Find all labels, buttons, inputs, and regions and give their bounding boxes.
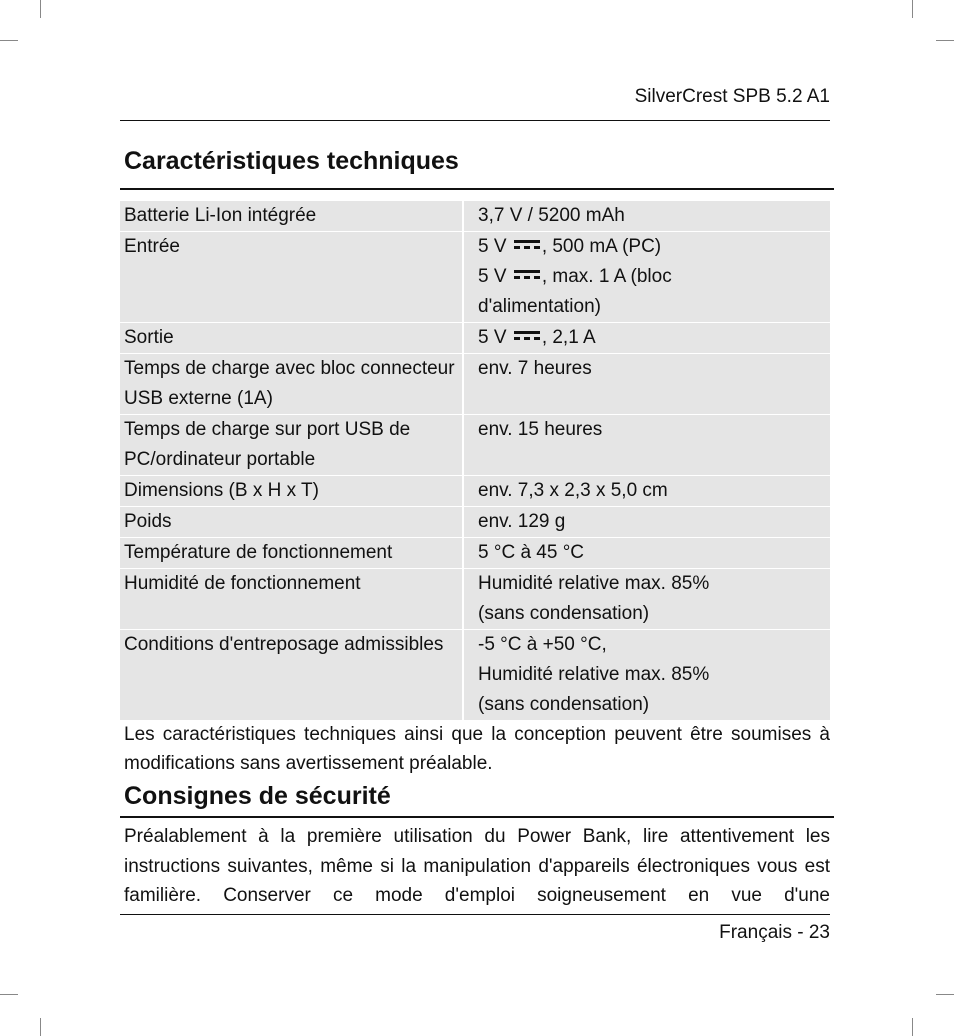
spec-label: Dimensions (B x H x T)	[120, 476, 462, 506]
spec-row	[120, 569, 830, 629]
spec-label: Temps de charge avec bloc connecteur USB externe (1A)	[120, 354, 462, 414]
spec-value-text: 5 V	[478, 236, 507, 257]
spec-value-line	[478, 415, 826, 445]
spec-value-line	[478, 476, 826, 506]
crop-mark	[40, 1018, 41, 1036]
crop-mark	[40, 0, 41, 18]
spec-value	[464, 538, 830, 568]
title-divider	[120, 188, 834, 190]
crop-mark	[936, 40, 954, 41]
spec-value	[464, 476, 830, 506]
crop-mark	[912, 1018, 913, 1036]
spec-value-text: (sans condensation)	[478, 694, 650, 715]
header-divider	[120, 120, 830, 121]
spec-value-line	[478, 201, 826, 231]
spec-value	[464, 415, 830, 475]
section-title-specs: Caractéristiques techniques	[124, 147, 459, 175]
spec-label: Temps de charge sur port USB de PC/ordinateur portable	[120, 415, 462, 475]
specs-note: Les caractéristiques techniques ainsi que la conception peuvent être soumises à modifications sans avertissement préalable.	[124, 724, 830, 774]
footer-divider	[120, 914, 830, 915]
spec-value-text: 5 °C à 45 °C	[478, 542, 585, 563]
spec-label: Température de fonctionnement	[120, 538, 462, 568]
spec-value-text: -5 °C à +50 °C,	[478, 634, 607, 655]
spec-value	[464, 507, 830, 537]
spec-value-line	[478, 262, 826, 292]
safety-paragraph: Préalablement à la première utilisation du Power Bank, lire attentivement les instructions suivantes, même si la manipulation d'appareils électroniques vous est familière. Conserver ce mode d'emploi soigneusement en vue d'une	[124, 826, 830, 906]
spec-value-line	[478, 538, 826, 568]
spec-label: Conditions d'entreposage admissibles	[120, 630, 462, 720]
spec-label: Poids	[120, 507, 462, 537]
spec-value-text: , 2,1 A	[541, 327, 596, 348]
spec-value-line	[478, 232, 826, 262]
crop-mark	[0, 40, 18, 41]
spec-value	[464, 630, 830, 720]
spec-value	[464, 201, 830, 231]
spec-value-text: 5 V	[478, 327, 507, 348]
crop-mark	[912, 0, 913, 18]
spec-value-text: (sans condensation)	[478, 603, 650, 624]
spec-row	[120, 415, 830, 475]
spec-label: Entrée	[120, 232, 462, 322]
spec-value-text: env. 7 heures	[478, 358, 592, 379]
spec-value-line	[478, 292, 826, 322]
spec-row	[120, 201, 830, 231]
spec-value-text: d'alimentation)	[478, 296, 601, 317]
spec-value	[464, 232, 830, 322]
crop-mark	[936, 994, 954, 995]
title-divider	[120, 816, 834, 818]
crop-mark	[0, 994, 18, 995]
spec-value-line	[478, 323, 826, 353]
spec-value-line	[478, 660, 826, 690]
spec-value	[464, 354, 830, 414]
spec-label: Sortie	[120, 323, 462, 353]
spec-value-text: env. 7,3 x 2,3 x 5,0 cm	[478, 480, 668, 501]
section-title-safety: Consignes de sécurité	[124, 782, 391, 810]
page-footer: Français - 23	[719, 922, 830, 943]
spec-row	[120, 354, 830, 414]
specs-table	[120, 200, 830, 721]
spec-value-line	[478, 507, 826, 537]
direct-current-icon	[514, 269, 540, 281]
spec-value-line	[478, 630, 826, 660]
spec-row	[120, 630, 830, 720]
page-header: SilverCrest SPB 5.2 A1	[634, 86, 830, 107]
spec-row	[120, 476, 830, 506]
spec-value-line	[478, 690, 826, 720]
spec-value-line	[478, 354, 826, 384]
spec-value-line	[478, 599, 826, 629]
spec-value-text: env. 129 g	[478, 511, 566, 532]
spec-row	[120, 507, 830, 537]
spec-value-text: , 500 mA (PC)	[541, 236, 662, 257]
spec-value-line	[478, 569, 826, 599]
spec-value	[464, 323, 830, 353]
spec-label: Humidité de fonctionnement	[120, 569, 462, 629]
direct-current-icon	[514, 239, 540, 251]
spec-row	[120, 323, 830, 353]
spec-value-text: , max. 1 A (bloc	[541, 266, 672, 287]
spec-value	[464, 569, 830, 629]
spec-value-text: 5 V	[478, 266, 507, 287]
spec-value-text: Humidité relative max. 85%	[478, 573, 710, 594]
spec-label: Batterie Li-Ion intégrée	[120, 201, 462, 231]
specs-table-body	[120, 201, 830, 720]
spec-value-text: env. 15 heures	[478, 419, 603, 440]
spec-value-text: Humidité relative max. 85%	[478, 664, 710, 685]
spec-value-text: 3,7 V / 5200 mAh	[478, 205, 625, 226]
spec-row	[120, 232, 830, 322]
direct-current-icon	[514, 330, 540, 342]
spec-row	[120, 538, 830, 568]
